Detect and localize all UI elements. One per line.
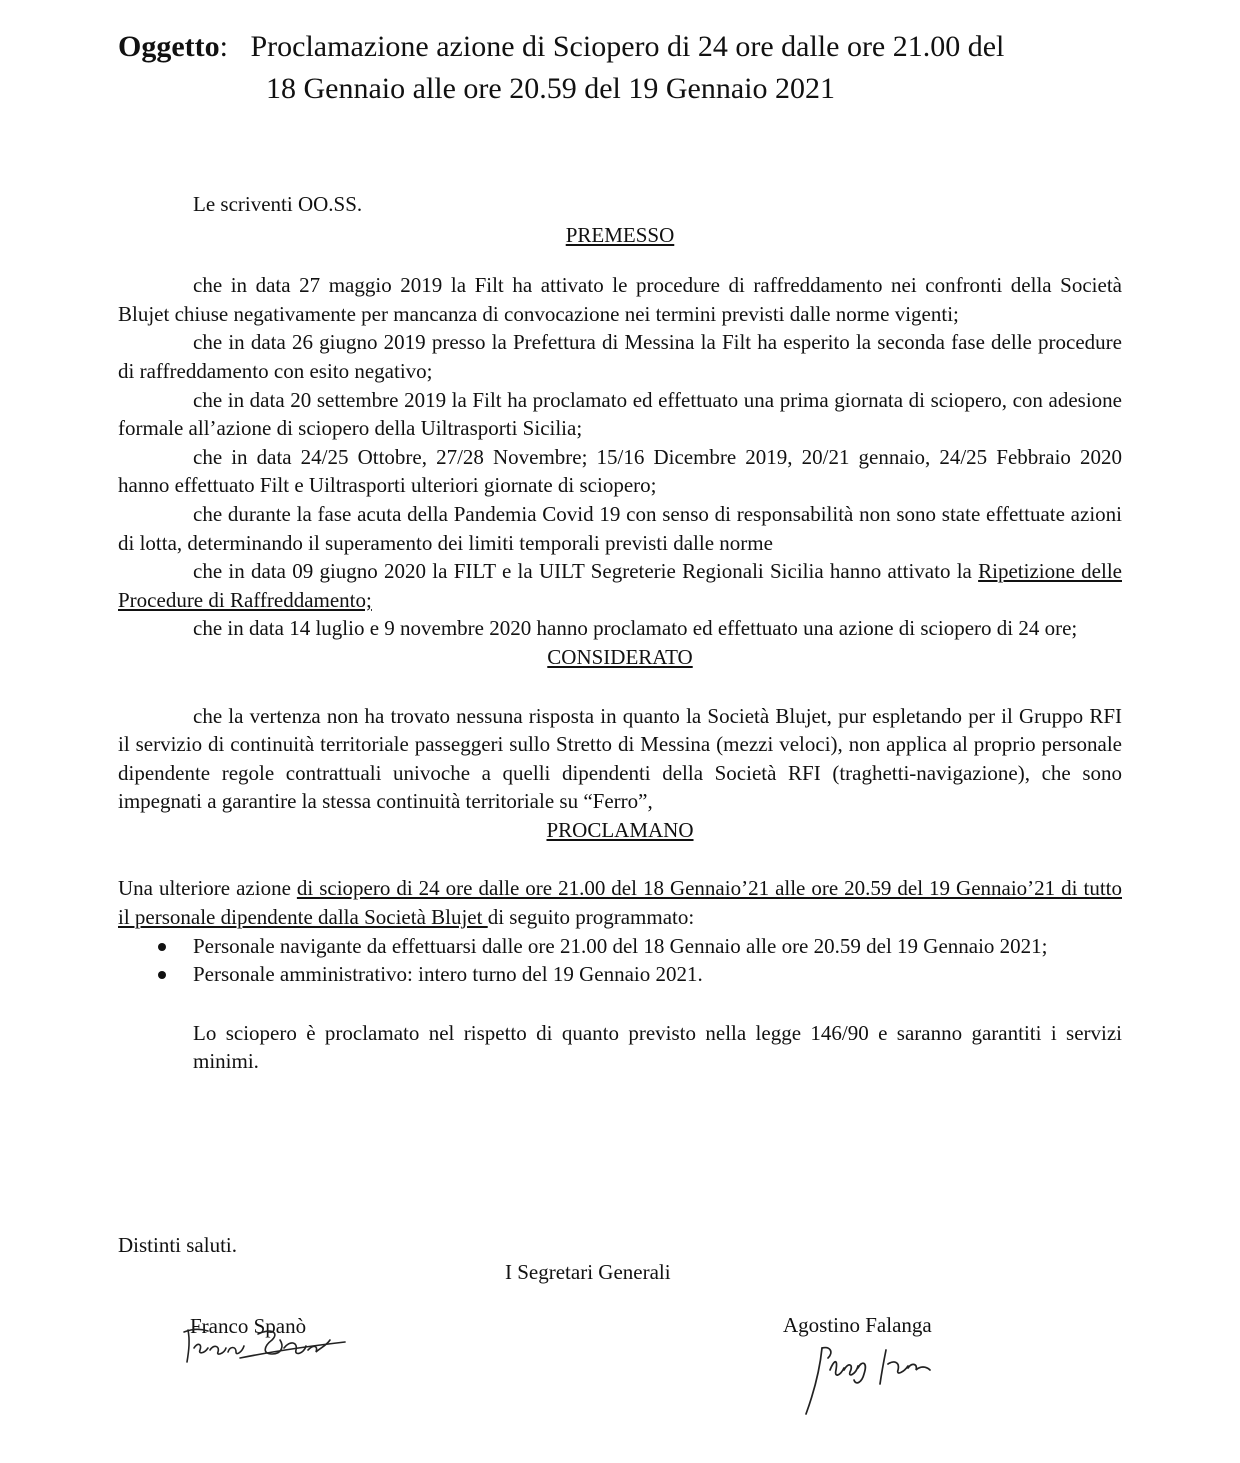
proclamano-bullet-list (118, 932, 1122, 989)
subject-separator: : (219, 30, 228, 63)
premesso-item-5: che durante la fase acuta della Pandemia Covid 19 con senso di responsabilità non sono state effettuate azioni di lotta, determinando il superamento dei limiti temporali previsti dalle norme (118, 501, 1122, 555)
heading-considerato: CONSIDERATO (547, 644, 693, 669)
signatories-title: I Segretari Generali (505, 1260, 671, 1284)
addressee: Le scriventi OO.SS. (193, 192, 363, 216)
premesso-item-6 (118, 557, 1122, 614)
bullet-item (118, 960, 1122, 989)
subject-block (118, 26, 1148, 110)
signatory-left-name: Franco Spanò (190, 1314, 307, 1338)
premesso-item-6-underlined: Ripetizione delle Procedure di Raffreddamento; (118, 559, 1122, 612)
salutation: Distinti saluti. (118, 1233, 238, 1257)
heading-proclamano: PROCLAMANO (546, 817, 694, 842)
proclamano-intro-pre: Una ulteriore azione (118, 876, 297, 901)
proclamano-intro (118, 874, 1122, 931)
premesso-item-6-text: che in data 09 giugno 2020 la FILT e la UILT Segreterie Regionali Sicilia hanno attivato la (193, 559, 979, 584)
subject-text-2: 18 Gennaio alle ore 20.59 del 19 Gennaio 2021 (266, 72, 836, 105)
subject-line-1 (118, 26, 1148, 68)
premesso-item-2: che in data 26 giugno 2019 presso la Prefettura di Messina la Filt ha esperito la seconda fase delle procedure di raffreddamento con esito negativo; (118, 330, 1122, 383)
bullet-text: Personale amministrativo: intero turno del 19 Gennaio 2021. (193, 962, 703, 987)
proclamano-intro-underlined: di sciopero di 24 ore dalle ore 21.00 del 18 Gennaio’21 alle ore 20.59 del 19 Gennaio’21 di tutto il personale dipendente dalla Società Blujet (118, 876, 1122, 930)
signature-right-image (800, 1340, 950, 1420)
premesso-item-7: che in data 14 luglio e 9 novembre 2020 hanno proclamato ed effettuato una azione di sciopero di 24 ore; (193, 616, 1078, 641)
document-body (118, 190, 1122, 1076)
proclamano-intro-post: di seguito programmato: (487, 905, 695, 930)
bullet-item (118, 932, 1122, 961)
considerato-text: che la vertenza non ha trovato nessuna risposta in quanto la Società Blujet, pur espletando per il Gruppo RFI il servizio di continuità territoriale passeggeri sullo Stretto di Messina (mezzi veloci), non applica al proprio personale dipendente regole contrattuali univoche a quelli dipendenti della Società RFI (traghetti-navigazione), che sono impegnati a garantire la stessa continuità territoriale su “Ferro”, (118, 703, 1122, 814)
premesso-item-3: che in data 20 settembre 2019 la Filt ha proclamato ed effettuato una prima giornata di sciopero, con adesione formale all’azione di sciopero della Uiltrasporti Sicilia; (118, 387, 1122, 441)
bullet-icon (158, 943, 166, 951)
premesso-item-4: che in data 24/25 Ottobre, 27/28 Novembre; 15/16 Dicembre 2019, 20/21 gennaio, 24/25 Febbraio 2020 hanno effettuato Filt e Uiltrasporti ulteriori giornate di sciopero; (118, 444, 1122, 498)
heading-premesso: PREMESSO (565, 222, 675, 247)
subject-text-1: Proclamazione azione di Sciopero di 24 ore dalle ore 21.00 del (250, 30, 1005, 63)
subject-label: Oggetto (118, 30, 220, 63)
bullet-icon (158, 971, 166, 979)
bullet-text: Personale navigante da effettuarsi dalle ore 21.00 del 18 Gennaio alle ore 20.59 del 19 Gennaio 2021; (193, 933, 1048, 958)
signature-left-image (180, 1318, 350, 1368)
premesso-item-1: che in data 27 maggio 2019 la Filt ha attivato le procedure di raffreddamento nei confronti della Società Blujet chiuse negativamente per mancanza di convocazione nei termini previsti dalle norme vigenti; (118, 273, 1122, 326)
signatory-right-name: Agostino Falanga (783, 1313, 932, 1337)
closing-text: Lo sciopero è proclamato nel rispetto di quanto previsto nella legge 146/90 e saranno garantiti i servizi minimi. (193, 1020, 1122, 1074)
